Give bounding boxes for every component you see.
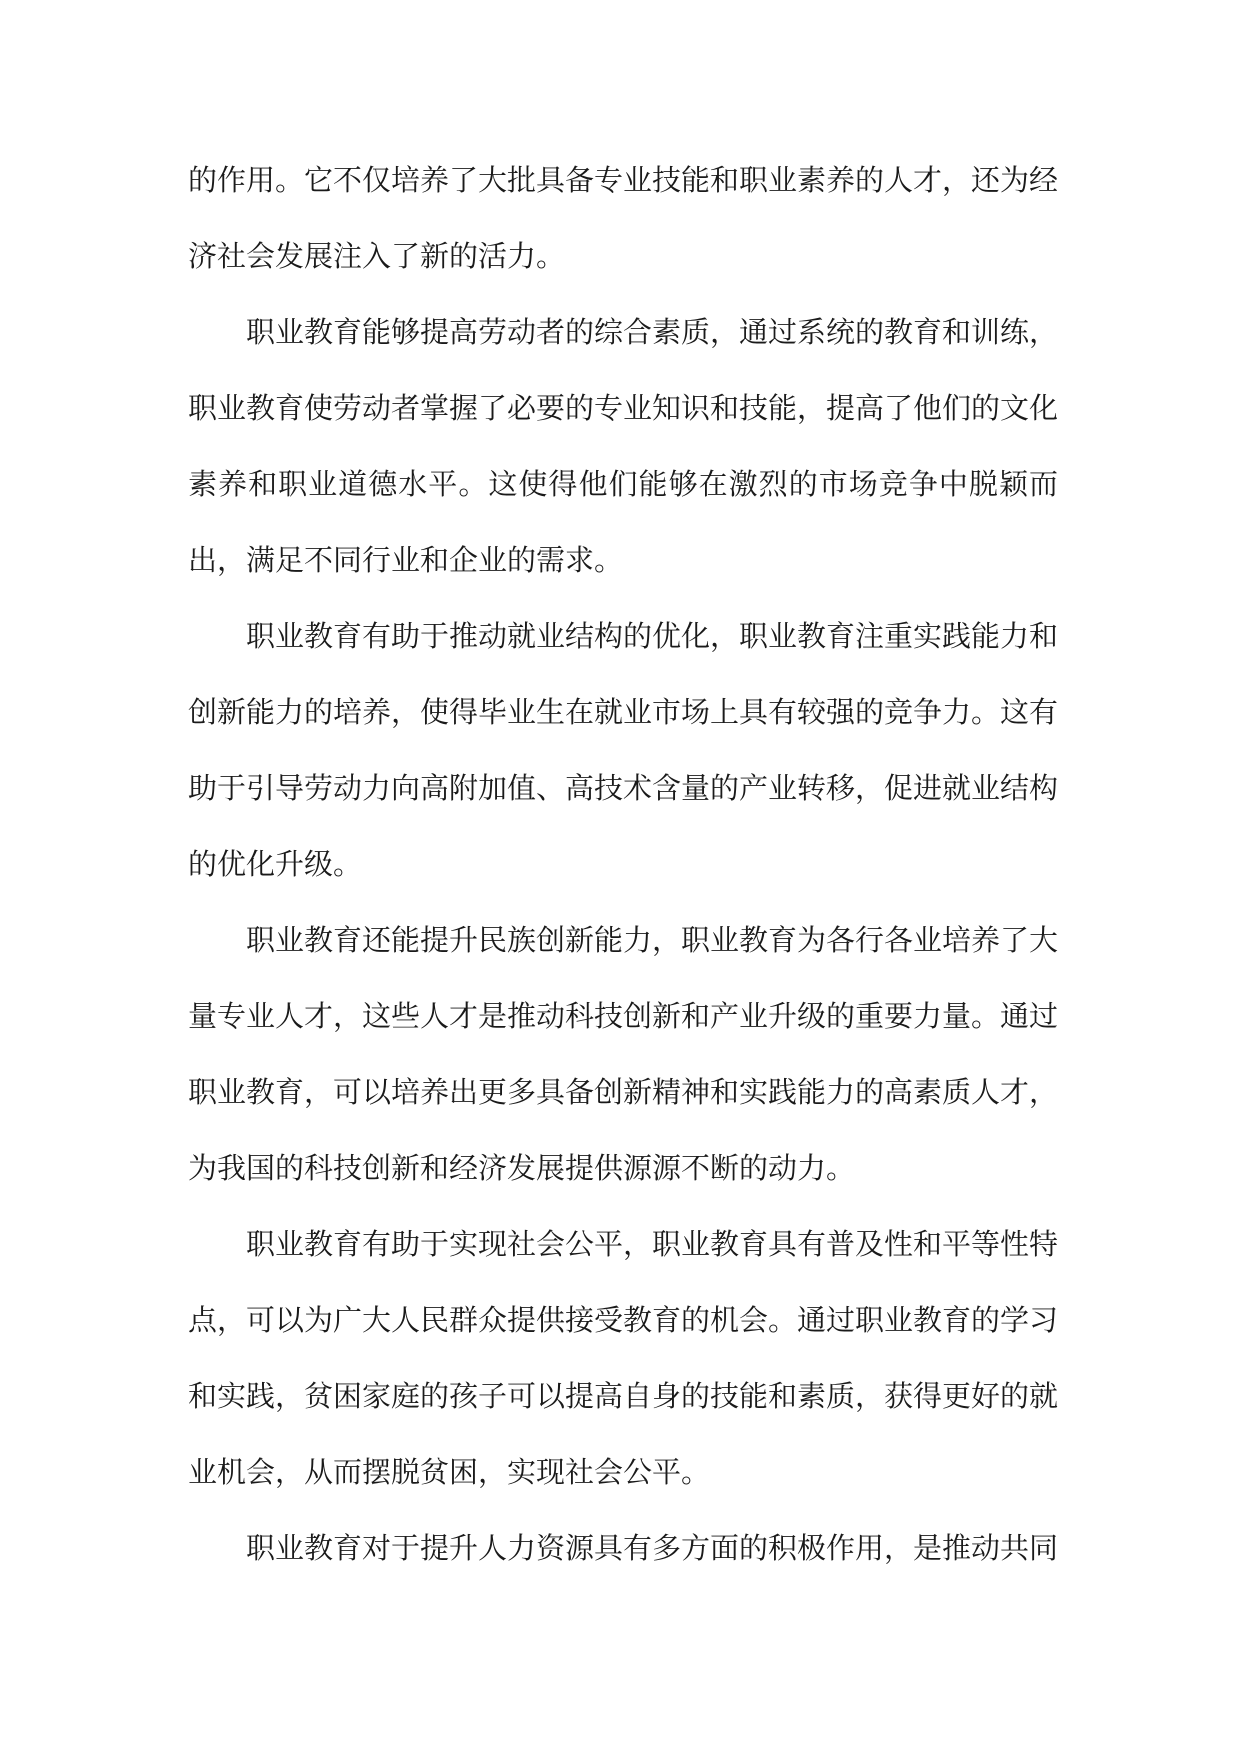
- paragraph-2: 职业教育能够提高劳动者的综合素质，通过系统的教育和训练，职业教育使劳动者掌握了必要的专业知识和技能，提高了他们的文化素养和职业道德水平。这使得他们能够在激烈的市场竞争中脱颖而出，满足不同行业和企业的需求。: [188, 315, 1059, 577]
- paragraph-4: 职业教育还能提升民族创新能力，职业教育为各行各业培养了大量专业人才，这些人才是推动科技创新和产业升级的重要力量。通过职业教育，可以培养出更多具备创新精神和实践能力的高素质人才，为我国的科技创新和经济发展提供源源不断的动力。: [188, 923, 1059, 1185]
- paragraph-6: 职业教育对于提升人力资源具有多方面的积极作用，是推动共同: [246, 1531, 1059, 1565]
- paragraph-5: 职业教育有助于实现社会公平，职业教育具有普及性和平等性特点，可以为广大人民群众提供接受教育的机会。通过职业教育的学习和实践，贫困家庭的孩子可以提高自身的技能和素质，获得更好的就业机会，从而摆脱贫困，实现社会公平。: [188, 1227, 1059, 1489]
- document-body: [188, 142, 1058, 1586]
- paragraph-1: 的作用。它不仅培养了大批具备专业技能和职业素养的人才，还为经济社会发展注入了新的活力。: [188, 163, 1059, 273]
- paragraph-3: 职业教育有助于推动就业结构的优化，职业教育注重实践能力和创新能力的培养，使得毕业生在就业市场上具有较强的竞争力。这有助于引导劳动力向高附加值、高技术含量的产业转移，促进就业结构的优化升级。: [188, 619, 1059, 881]
